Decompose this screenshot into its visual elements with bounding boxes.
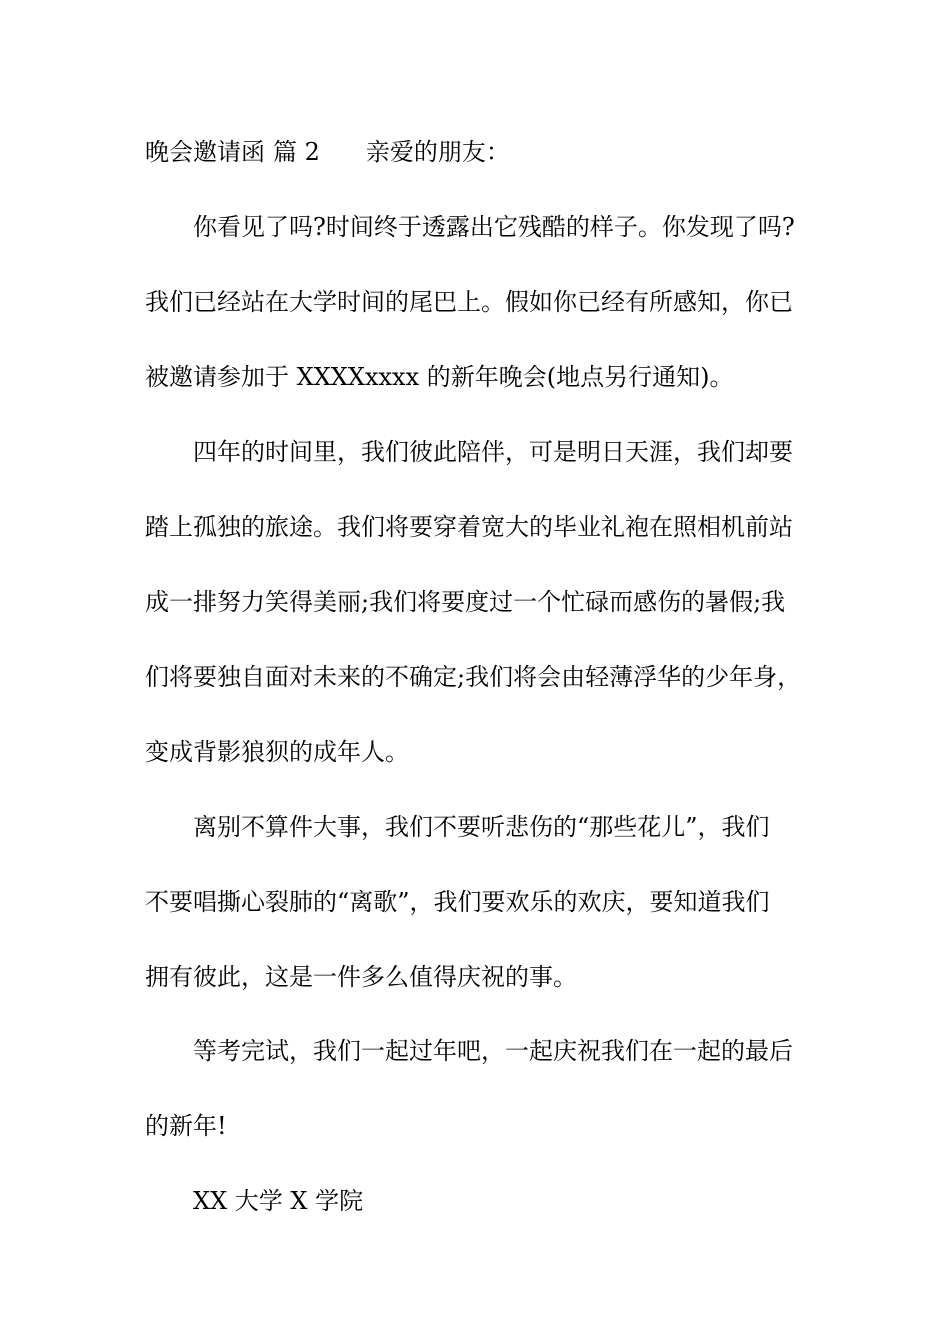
paragraph-line: 四年的时间里，我们彼此陪伴，可是明日天涯，我们却要 — [193, 438, 793, 466]
paragraph-line: 变成背影狼狈的成年人。 — [145, 738, 409, 766]
paragraph-line: 离别不算件大事，我们不要听悲伤的“那些花儿”，我们 — [193, 813, 770, 841]
paragraph-line: 我们已经站在大学时间的尾巴上。假如你已经有所感知，你已 — [145, 288, 793, 316]
paragraph-line: 们将要独自面对未来的不确定;我们将会由轻薄浮华的少年身， — [145, 663, 802, 691]
signature-line: XX 大学 X 学院 — [193, 1187, 364, 1215]
heading-line — [145, 137, 825, 167]
paragraph-line: 你看见了吗?时间终于透露出它残酷的样子。你发现了吗? — [193, 213, 795, 241]
section-number: 篇 2 — [273, 138, 320, 166]
paragraph-line: 被邀请参加于 XXXXxxxx 的新年晚会(地点另行通知)。 — [145, 363, 734, 391]
paragraph-line: 成一排努力笑得美丽;我们将要度过一个忙碌而感伤的暑假;我 — [145, 588, 786, 616]
letter-title: 晚会邀请函 — [145, 138, 265, 166]
paragraph-line: 的新年! — [145, 1112, 227, 1140]
paragraph-line: 不要唱撕心裂肺的“离歌”，我们要欢乐的欢庆，要知道我们 — [145, 888, 770, 916]
paragraph-line: 踏上孤独的旅途。我们将要穿着宽大的毕业礼袍在照相机前站 — [145, 513, 793, 541]
paragraph-line: 等考完试，我们一起过年吧，一起庆祝我们在一起的最后 — [193, 1037, 793, 1065]
paragraph-line: 拥有彼此，这是一件多么值得庆祝的事。 — [145, 963, 577, 991]
salutation: 亲爱的朋友： — [365, 138, 510, 166]
